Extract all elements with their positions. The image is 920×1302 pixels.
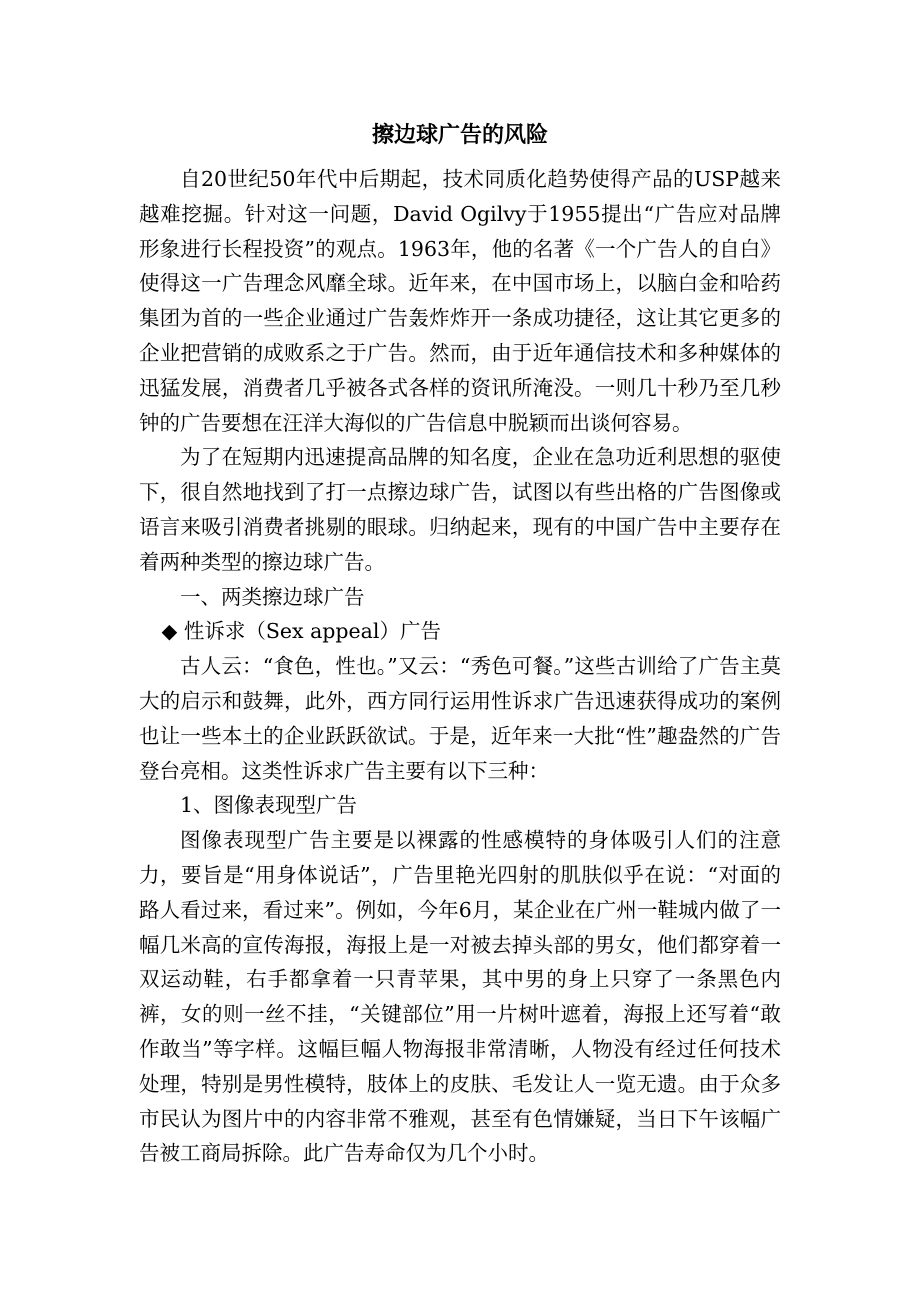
paragraph-ancient-saying: 古人云：“食色，性也。”又云：“秀色可餐。”这些古训给了广告主莫大的启示和鼓舞，此外，西方同行运用性诉求广告迅速获得成功的案例也让一些本土的企业跃跃欲试。于是，近年来一大批“性”趣盎然的广告登台亮相。这类性诉求广告主要有以下三种： bbox=[139, 654, 781, 783]
paragraph-intro: 自20世纪50年代中后期起，技术同质化趋势使得产品的USP越来越难挖掘。针对这一问题，David Ogilvy于1955提出“广告应对品牌形象进行长程投资”的观点。1963年，他的名著《一个广告人的自白》使得这一广告理念风靡全球。近年来，在中国市场上，以脑白金和哈药集团为首的一些企业通过广告轰炸炸开一条成功捷径，这让其它更多的企业把营销的成败系之于广告。然而，由于近年通信技术和多种媒体的迅猛发展，消费者几乎被各式各样的资讯所淹没。一则几十秒乃至几秒钟的广告要想在汪洋大海似的广告信息中脱颖而出谈何容易。 bbox=[139, 167, 781, 435]
section-heading: 一、两类擦边球广告 bbox=[180, 584, 365, 609]
document-body bbox=[139, 162, 781, 1171]
subsection-heading: 1、图像表现型广告 bbox=[180, 793, 358, 818]
bullet-sex-appeal: ◆ 性诉求（Sex appeal）广告 bbox=[161, 619, 441, 644]
document-title: 擦边球广告的风险 bbox=[371, 122, 548, 148]
paragraph-edge-ball: 为了在短期内迅速提高品牌的知名度，企业在急功近利思想的驱使下，很自然地找到了打一点擦边球广告，试图以有些出格的广告图像或语言来吸引消费者挑剔的眼球。归纳起来，现有的中国广告中主要存在着两种类型的擦边球广告。 bbox=[139, 445, 781, 574]
paragraph-image-ads: 图像表现型广告主要是以裸露的性感模特的身体吸引人们的注意力，要旨是“用身体说话”，广告里艳光四射的肌肤似乎在说：“对面的路人看过来，看过来”。例如，今年6月，某企业在广州一鞋城内做了一幅几米高的宣传海报，海报上是一对被去掉头部的男女，他们都穿着一双运动鞋，右手都拿着一只青苹果，其中男的身上只穿了一条黑色内裤，女的则一丝不挂，“关键部位”用一片树叶遮着，海报上还写着“敢作敢当”等字样。这幅巨幅人物海报非常清晰，人物没有经过任何技术处理，特别是男性模特，肢体上的皮肤、毛发让人一览无遗。由于众多市民认为图片中的内容非常不雅观，甚至有色情嫌疑，当日下午该幅广告被工商局拆除。此广告寿命仅为几个小时。 bbox=[139, 828, 781, 1166]
